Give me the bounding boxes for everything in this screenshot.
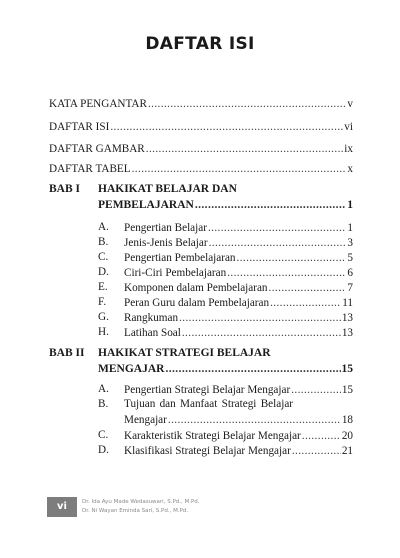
section-title: Pengertian Belajar <box>124 222 207 234</box>
dot-leader <box>237 251 347 265</box>
chapter-title-line1: HAKIKAT STRATEGI BELAJAR <box>98 347 271 359</box>
section-letter: A. <box>98 383 109 395</box>
toc-entry-kata-pengantar[interactable] <box>49 97 353 111</box>
toc-section[interactable] <box>124 281 353 295</box>
dot-leader <box>269 281 347 295</box>
section-title: Peran Guru dalam Pembelajaran <box>124 297 270 309</box>
toc-section[interactable] <box>124 311 353 325</box>
section-letter: D. <box>98 266 109 278</box>
section-title-line1: Tujuan dan Manfaat Strategi Belajar <box>124 398 294 410</box>
section-page: 11 <box>342 297 353 309</box>
section-page: 18 <box>341 414 353 426</box>
dot-leader <box>132 162 347 176</box>
toc-section[interactable] <box>124 444 353 458</box>
dot-leader <box>182 326 341 340</box>
dot-leader <box>208 221 346 235</box>
section-page: 13 <box>341 327 353 339</box>
section-title: Mengajar <box>124 414 167 426</box>
toc-section[interactable] <box>124 326 353 340</box>
section-page: 6 <box>347 267 353 279</box>
chapter-label: BAB I <box>49 183 80 195</box>
section-page: 1 <box>347 222 353 234</box>
toc-entry-page: ix <box>344 143 353 155</box>
section-letter: D. <box>98 444 109 456</box>
toc-section[interactable] <box>124 383 353 397</box>
chapter-label: BAB II <box>49 347 85 359</box>
section-page: 21 <box>341 445 353 457</box>
dot-leader <box>270 296 341 310</box>
toc-entry-daftar-gambar[interactable] <box>49 142 353 156</box>
section-title: Karakteristik Strategi Belajar Mengajar <box>124 430 301 442</box>
section-page: 15 <box>341 384 353 396</box>
dot-leader <box>179 311 341 325</box>
toc-entry-label: DAFTAR TABEL <box>49 163 131 175</box>
toc-section[interactable] <box>124 251 353 265</box>
toc-section[interactable] <box>124 429 353 443</box>
toc-entry-daftar-tabel[interactable] <box>49 162 353 176</box>
section-title: Latihan Soal <box>124 327 181 339</box>
chapter-page: 1 <box>347 199 353 211</box>
toc-entry-daftar-isi[interactable] <box>49 120 353 134</box>
dot-leader <box>165 362 340 376</box>
section-letter: A. <box>98 221 109 233</box>
chapter-page: 15 <box>341 363 353 375</box>
toc-entry-page: v <box>347 98 353 110</box>
toc-entry-page: vi <box>344 121 353 133</box>
section-letter: H. <box>98 326 109 338</box>
dot-leader <box>195 198 346 212</box>
toc-entry-label: DAFTAR GAMBAR <box>49 143 145 155</box>
section-page: 5 <box>347 252 353 264</box>
section-title: Klasifikasi Strategi Belajar Mengajar <box>124 445 291 457</box>
dot-leader <box>227 266 346 280</box>
section-title: Jenis-Jenis Belajar <box>124 237 208 249</box>
toc-entry-label: DAFTAR ISI <box>49 121 110 133</box>
section-letter: F. <box>98 296 107 308</box>
toc-section[interactable] <box>124 221 353 235</box>
section-letter: E. <box>98 281 108 293</box>
chapter-title-line2: MENGAJAR <box>98 363 165 375</box>
page-title: DAFTAR ISI <box>145 34 255 54</box>
toc-entry-page: x <box>347 163 353 175</box>
section-page: 13 <box>341 312 353 324</box>
section-letter: C. <box>98 251 109 263</box>
section-title: Komponen dalam Pembelajaran <box>124 282 268 294</box>
toc-section[interactable] <box>124 266 353 280</box>
dot-leader <box>302 429 341 443</box>
page-number-badge: vi <box>47 497 77 517</box>
section-page: 3 <box>347 237 353 249</box>
chapter-title-line1: HAKIKAT BELAJAR DAN <box>98 183 237 195</box>
section-title: Pengertian Pembelajaran <box>124 252 236 264</box>
footer-author-2: Dr. Ni Wayan Eminda Sari, S.Pd., M.Pd. <box>82 508 189 514</box>
dot-leader <box>148 97 346 111</box>
toc-chapter-1[interactable] <box>98 198 353 212</box>
section-letter: B. <box>98 236 109 248</box>
toc-section[interactable] <box>124 296 353 310</box>
section-letter: B. <box>98 398 109 410</box>
section-page: 7 <box>347 282 353 294</box>
section-page: 20 <box>341 430 353 442</box>
chapter-title-line2: PEMBELAJARAN <box>98 199 194 211</box>
dot-leader <box>291 383 341 397</box>
section-letter: G. <box>98 311 109 323</box>
toc-chapter-2[interactable] <box>98 362 353 376</box>
toc-entry-label: KATA PENGANTAR <box>49 98 147 110</box>
toc-section[interactable] <box>124 236 353 250</box>
dot-leader <box>110 120 343 134</box>
section-title: Ciri-Ciri Pembelajaran <box>124 267 227 279</box>
section-letter: C. <box>98 429 109 441</box>
section-title: Pengertian Strategi Belajar Mengajar <box>124 384 291 396</box>
dot-leader <box>209 236 347 250</box>
toc-section[interactable] <box>124 413 353 427</box>
footer-author-1: Dr. Ida Ayu Made Wedasuwari, S.Pd., M.Pd. <box>82 499 200 505</box>
dot-leader <box>168 413 341 427</box>
section-title: Rangkuman <box>124 312 179 324</box>
dot-leader <box>292 444 341 458</box>
dot-leader <box>146 142 344 156</box>
